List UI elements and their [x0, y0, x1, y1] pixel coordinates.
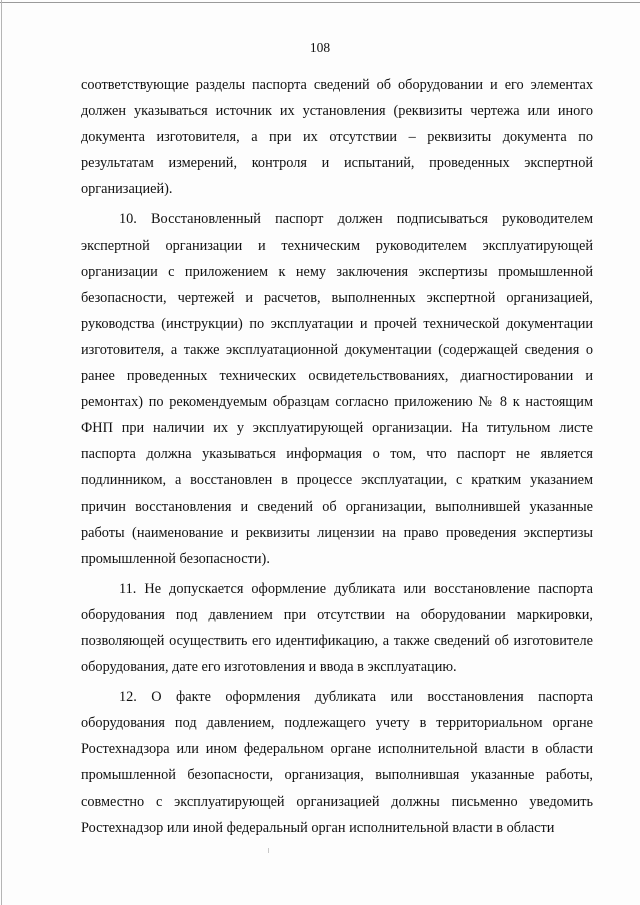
scan-speck	[268, 848, 269, 853]
paragraph-continuation: соответствующие разделы паспорта сведений об оборудовании и его элементах должен указываться источник их установления (реквизиты чертежа или иного документа изготовителя, а при их отсутствии – реквизиты документа по результатам измерений, контроля и испытаний, проведенных экспертной организацией).	[81, 77, 593, 198]
paragraph-item-11: 11. Не допускается оформление дубликата или восстановление паспорта оборудования под давлением при отсутствии на оборудовании маркировки, позволяющей осуществить его идентификацию, а также сведений об изготовителе оборудования, дате его изготовления и ввода в эксплуатацию.	[81, 580, 593, 676]
document-body	[81, 72, 593, 841]
paragraph-item-12: 12. О факте оформления дубликата или восстановления паспорта оборудования под давлением, подлежащего учету в территориальном органе Ростехнадзора или ином федеральном органе исполнительной власти в области промышленной безопасности, организация, выполнившая указанные работы, совместно с эксплуатирующей организацией должны письменно уведомить Ростехнадзор или иной федеральный орган исполнительной власти в области	[81, 689, 593, 836]
page-number: 108	[309, 40, 331, 55]
page-left-edge	[1, 0, 2, 905]
page-top-edge	[0, 2, 640, 3]
paragraph-item-10: 10. Восстановленный паспорт должен подписываться руководителем экспертной организации и техническим руководителем эксплуатирующей организации с приложением к нему заключения экспертизы промышленной безопасности, чертежей и расчетов, выполненных экспертной организацией, руководства (инструкции) по эксплуатации и прочей технической документации изготовителя, а также эксплуатационной документации (содержащей сведения о ранее проведенных технических освидетельствованиях, диагностировании и ремонтах) по рекомендуемым образцам согласно приложению № 8 к настоящим ФНП при наличии их у эксплуатирующей организации. На титульном листе паспорта должна указываться информация о том, что паспорт не является подлинником, а восстановлен в процессе эксплуатации, с кратким указанием причин восстановления и сведений об организации, выполнившей указанные работы (наименование и реквизиты лицензии на право проведения экспертизы промышленной безопасности).	[81, 211, 593, 567]
